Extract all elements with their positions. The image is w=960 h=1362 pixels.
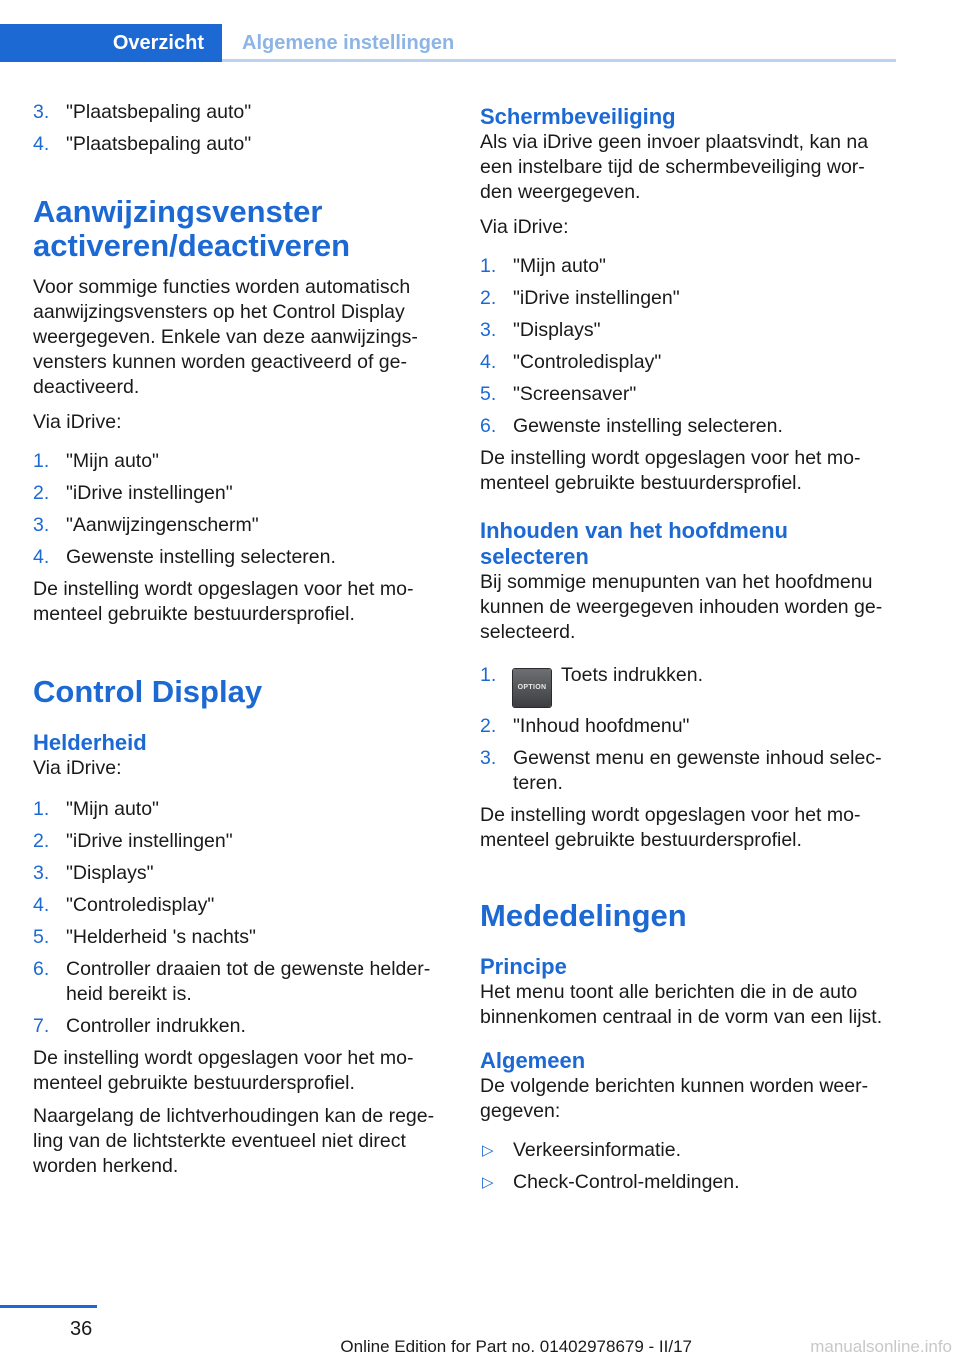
step-number: 3. <box>33 101 50 123</box>
step-number: 4. <box>33 133 50 155</box>
list-item <box>33 1014 443 1039</box>
list-item <box>33 925 443 950</box>
step-number: 6. <box>480 415 497 437</box>
brightness-light-note: Naargelang de lichtverhoudingen kan de rege-ling van de lichtsterkte eventueel niet direct worden herkend. <box>33 1105 435 1177</box>
step-text: "Displays" <box>66 862 154 884</box>
watermark: manualsonline.info <box>810 1337 952 1356</box>
step-text: Gewenste instelling selecteren. <box>513 415 783 437</box>
left-column <box>33 100 443 1187</box>
list-item <box>480 254 890 279</box>
list-item <box>480 714 890 739</box>
main-menu-saved-note: De instelling wordt opgeslagen voor het mo-menteel gebruikte bestuurdersprofiel. <box>480 804 861 851</box>
step-number: 5. <box>33 926 50 948</box>
tab-overzicht[interactable]: Overzicht <box>0 24 222 62</box>
step-number: 2. <box>33 830 50 852</box>
screensaver-via: Via iDrive: <box>480 216 569 238</box>
list-item <box>33 132 443 157</box>
list-item <box>33 957 443 1007</box>
hint-window-title: Aanwijzingsvenster activeren/deactiveren <box>33 194 351 263</box>
step-number: 2. <box>480 715 497 737</box>
step-number: 3. <box>33 862 50 884</box>
step-text: "Plaatsbepaling auto" <box>66 133 252 155</box>
header-divider <box>222 59 896 62</box>
location-list <box>33 100 443 157</box>
hint-via: Via iDrive: <box>33 411 122 433</box>
step-number: 3. <box>33 514 50 536</box>
step-number: 7. <box>33 1015 50 1037</box>
footer-divider <box>0 1305 97 1308</box>
step-text: "Helderheid 's nachts" <box>66 926 256 948</box>
brightness-steps <box>33 797 443 1039</box>
list-item <box>480 1170 890 1195</box>
hint-saved-note: De instelling wordt opgeslagen voor het mo-menteel gebruikte bestuurdersprofiel. <box>33 578 414 625</box>
bullet-text: Check-Control-meldingen. <box>513 1171 740 1193</box>
step-text: Toets indrukken. <box>561 664 703 686</box>
hint-steps <box>33 449 443 570</box>
step-text: "iDrive instellingen" <box>513 287 680 309</box>
general-bullet-list <box>480 1138 890 1195</box>
step-text: "Controledisplay" <box>513 351 662 373</box>
step-text: "Mijn auto" <box>66 798 159 820</box>
step-text: Gewenst menu en gewenste inhoud selec-teren. <box>513 747 882 794</box>
main-menu-steps <box>480 663 890 796</box>
bullet-text: Verkeersinformatie. <box>513 1139 681 1161</box>
list-item <box>33 797 443 822</box>
step-text: "Mijn auto" <box>66 450 159 472</box>
step-number: 5. <box>480 383 497 405</box>
step-number: 4. <box>33 546 50 568</box>
step-number: 1. <box>480 255 497 277</box>
list-item <box>33 545 443 570</box>
brightness-saved-note: De instelling wordt opgeslagen voor het mo-menteel gebruikte bestuurdersprofiel. <box>33 1047 414 1094</box>
screensaver-saved-note: De instelling wordt opgeslagen voor het mo-menteel gebruikte bestuurdersprofiel. <box>480 447 861 494</box>
step-text: "Controledisplay" <box>66 894 215 916</box>
option-key-icon: OPTION <box>513 669 551 707</box>
list-item <box>480 286 890 311</box>
main-menu-intro: Bij sommige menupunten van het hoofdmenu kunnen de weergegeven inhouden worden ge-selecteerd. <box>480 571 883 643</box>
step-number: 2. <box>480 287 497 309</box>
principle-text: Het menu toont alle berichten die in de auto binnenkomen centraal in de vorm van een lijst. <box>480 981 883 1028</box>
edition-label: Online Edition for Part no. 01402978679 - II/17 <box>340 1337 692 1356</box>
step-number: 3. <box>480 319 497 341</box>
general-text: De volgende berichten kunnen worden weer-gegeven: <box>480 1075 869 1122</box>
list-item <box>33 829 443 854</box>
list-item <box>480 746 890 796</box>
list-item <box>480 350 890 375</box>
list-item <box>480 663 890 707</box>
step-text: "Aanwijzingenscherm" <box>66 514 259 536</box>
list-item <box>480 1138 890 1163</box>
list-item <box>33 861 443 886</box>
step-number: 6. <box>33 958 50 980</box>
principle-title: Principe <box>480 954 567 979</box>
messages-title: Mededelingen <box>480 898 687 933</box>
step-text: "iDrive instellingen" <box>66 830 233 852</box>
list-item <box>480 318 890 343</box>
step-text: "Inhoud hoofdmenu" <box>513 715 690 737</box>
list-item <box>33 893 443 918</box>
screensaver-title: Schermbeveiliging <box>480 104 676 129</box>
screensaver-steps <box>480 254 890 439</box>
step-text: "iDrive instellingen" <box>66 482 233 504</box>
step-number: 3. <box>480 747 497 769</box>
step-number: 2. <box>33 482 50 504</box>
step-text: "Displays" <box>513 319 601 341</box>
page-number: 36 <box>70 1318 93 1340</box>
step-number: 1. <box>33 450 50 472</box>
control-display-title: Control Display <box>33 674 263 709</box>
triangle-bullet-icon: ▷ <box>482 1142 494 1159</box>
step-text: "Mijn auto" <box>513 255 606 277</box>
hint-intro: Voor sommige functies worden automatisch aanwijzingsvensters op het Control Display weergegeven. Enkele van deze aanwijzings-vensters kunnen worden geactiveerd of ge-deactiveerd. <box>33 276 418 398</box>
list-item <box>480 414 890 439</box>
general-title: Algemeen <box>480 1048 586 1073</box>
screensaver-intro: Als via iDrive geen invoer plaatsvindt, kan na een instelbare tijd de schermbeveiliging wor-den weergegeven. <box>480 131 869 203</box>
triangle-bullet-icon: ▷ <box>482 1174 494 1191</box>
step-text: Gewenste instelling selecteren. <box>66 546 336 568</box>
step-text: "Screensaver" <box>513 383 637 405</box>
list-item <box>480 382 890 407</box>
list-item <box>33 100 443 125</box>
brightness-via: Via iDrive: <box>33 757 122 779</box>
list-item <box>33 513 443 538</box>
tab-algemene-instellingen[interactable]: Algemene instellingen <box>242 31 455 54</box>
right-column <box>480 100 890 1202</box>
list-item <box>33 449 443 474</box>
step-number: 4. <box>480 351 497 373</box>
step-number: 4. <box>33 894 50 916</box>
main-menu-title: Inhouden van het hoofdmenu selecteren <box>480 518 788 569</box>
step-text: "Plaatsbepaling auto" <box>66 101 252 123</box>
step-number: 1. <box>33 798 50 820</box>
header-bar <box>0 0 960 62</box>
step-text: Controller indrukken. <box>66 1015 246 1037</box>
step-text: Controller draaien tot de gewenste helder-heid bereikt is. <box>66 958 431 1005</box>
step-number: 1. <box>480 664 497 686</box>
list-item <box>33 481 443 506</box>
brightness-title: Helderheid <box>33 730 147 755</box>
